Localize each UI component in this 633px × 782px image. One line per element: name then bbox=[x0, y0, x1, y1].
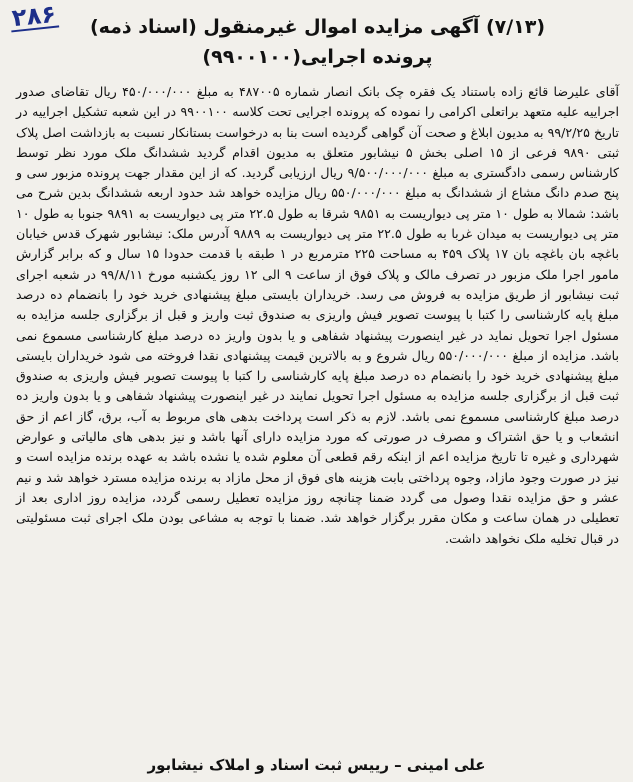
notice-title: (۷/۱۳) آگهی مزایده اموال غیرمنقول (اسناد ذمه) پرونده اجرایی(۹۹۰۰۱۰۰) bbox=[89, 16, 546, 68]
notice-body: آقای علیرضا قائع زاده باستناد یک فقره چک بانک انصار شماره ۴۸۷۰۰۵ به مبلغ ۴۵۰/۰۰۰/۰۰۰ ریال تقاضای صدور اجراییه علیه متعهد براتعلی اکرامی را نموده که پرونده اجرایی تحت کلاسه ۹۹۰۰۱۰۰ در این شعبه تشکیل اجراییه در تاریخ ۹۹/۲/۲۵ به مدیون ابلاغ و صحت آن گواهی گردیده است بنا به درخواست بستانکار نسبت به بازداشت اصل پلاک ثبتی ۹۸۹۰ فرعی از ۱۵ اصلی بخش ۵ نیشابور متعلق به مدیون اقدام گردید ششدانگ ملک مورد نظر توسط کارشناس رسمی دادگستری به مبلغ ۹/۵۰۰/۰۰۰/۰۰۰ ریال ارزیابی گردید. که از این مقدار جهت پرونده مزبور سی و پنج صدم دانگ مشاع از ششدانگ به مبلغ ۵۵۰/۰۰۰/۰۰۰ ریال مزایده خواهد شد حدود اربعه ششدانگ بدین شرح می باشد: شمالا به طول ۱۰ متر پی دیواریست به ۹۸۵۱ شرقا به طول ۲۲.۵ متر پی دیواریست به ۹۸۹۱ جنوبا به طول ۱۰ متر پی دیواریست به میدان غربا به طول ۲۲.۵ متر پی دیواریست به ۹۸۸۹ آدرس ملک: نیشابور شهرک قدس خیابان باغچه بان باغچه بان ۱۷ پلاک ۴۵۹ به مساحت ۲۲۵ مترمربع در ۱ طبقه با قدمت حدودا ۱۵ سال و که برابر گزارش مامور اجرا ملک مزبور در تصرف مالک و پلاک فوق از ساعت ۹ الی ۱۲ روز یکشنبه مورخ ۹۹/۸/۱۱ در شعبه اجرای ثبت نیشابور از طریق مزایده به فروش می رسد. خریداران بایستی مبلغ پیشنهادی خرید خود را بانضمام ده درصد مبلغ پایه کارشناسی را کتبا با پیوست تصویر فیش واریزی به صندوق ثبت واریز و قبل از برگزاری جلسه مزایده به مسئول اجرا تحویل نماید در غیر اینصورت پیشنهاد شفاهی و یا بدون واریز ده درصد مبلغ کارشناسی مسموع نمی باشد. مزایده از مبلغ ۵۵۰/۰۰۰/۰۰۰ ریال شروع و به بالاترین قیمت پیشنهادی نقدا فروخته می شود خریداران بایستی مبلغ پیشنهادی خرید خود را بانضمام ده درصد مبلغ پایه کارشناسی را کتبا با پیوست تصویر فیش واریزی به صندوق ثبت قبل از برگزاری جلسه مزایده به مسئول اجرا تحویل نمایند در غیر اینصورت پیشنهاد شفاهی و یا بدون واریز ده درصد مبلغ کارشناسی مسموع نمی باشد. لازم به ذکر است پرداخت بدهی های مربوط به آب، برق، گاز اعم از حق انشعاب و یا حق اشتراک و مصرف در صورتی که مورد مزایده دارای آنها باشد و نیز بدهی های مالیاتی و عوارض شهرداری و غیره تا تاریخ مزایده اعم از اینکه رقم قطعی آن معلوم شده یا نشده باشد به عهده برنده مزایده است و نیز در صورت وجود مازاد، وجوه پرداختی بابت هزینه های فوق از محل مازاد به برنده مزایده مسترد خواهد شد و نیم عشر و حق مزایده نقدا وصول می گردد ضمنا چنانچه روز مزایده تعطیل رسمی گردد، مزایده روز اداری بعد از تعطیلی در همان ساعت و مکان مقرر برگزار خواهد شد. ضمنا با توجه به مشاعی بودن ملک اجرای ثبت مسئولیتی در قبال تخلیه ملک نخواهد داشت. bbox=[16, 84, 620, 546]
handwritten-number-stamp: ۲۸۶ bbox=[10, 0, 58, 33]
notice-signature: علی امینی – رییس ثبت اسناد و املاک نیشابور bbox=[147, 756, 486, 774]
